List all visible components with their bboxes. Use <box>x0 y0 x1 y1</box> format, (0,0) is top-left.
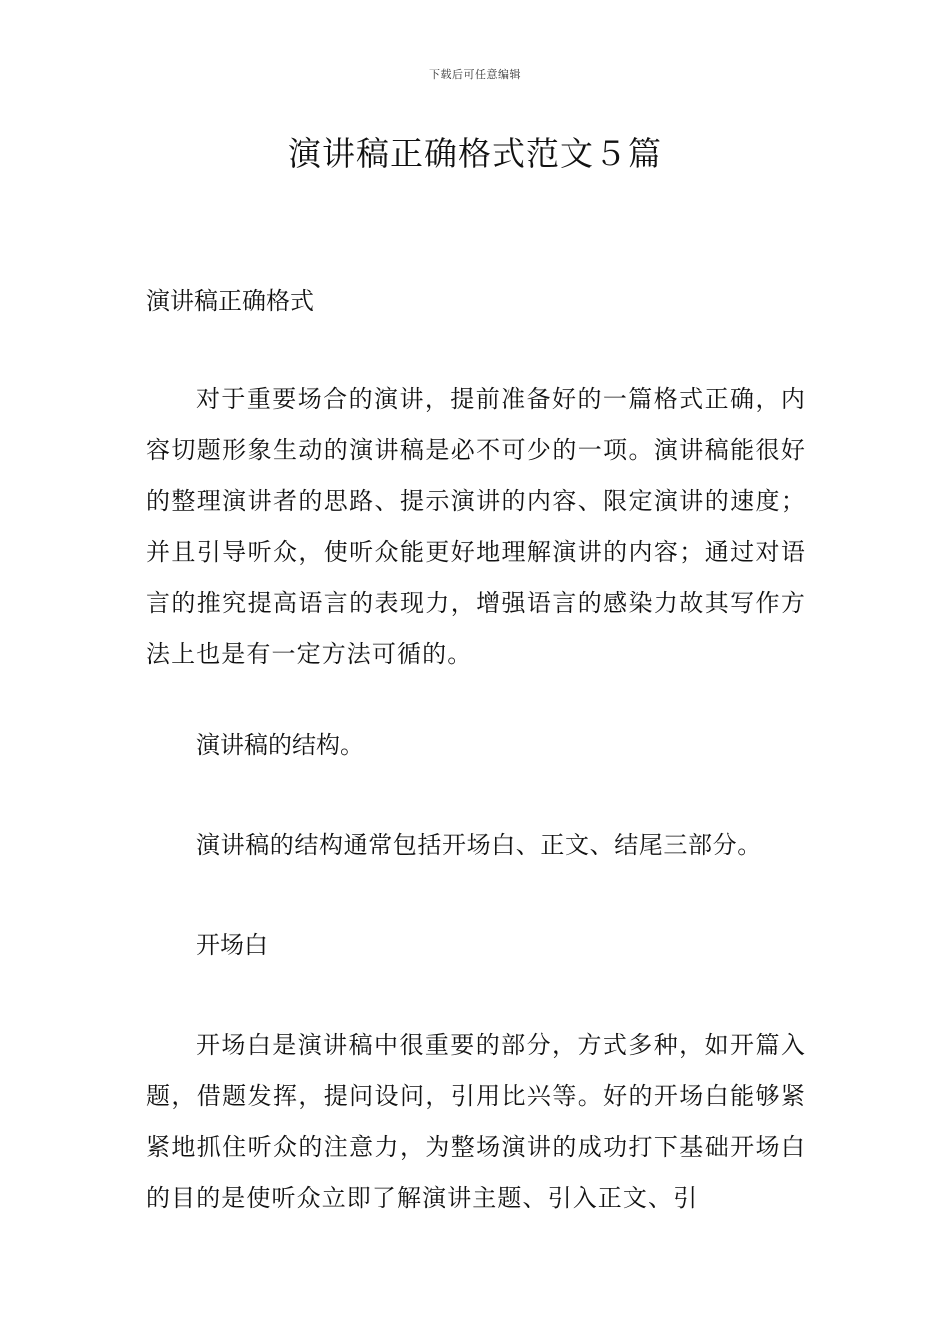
header-note: 下载后可任意编辑 <box>429 68 521 81</box>
paragraph-opening: 开场白是演讲稿中很重要的部分，方式多种，如开篇入题，借题发挥，提问设问，引用比兴等。好的开场白能够紧紧地抓住听众的注意力，为整场演讲的成功打下基础开场白的目的是使听众立即了解演讲主题、引入正文、引 <box>146 1031 806 1212</box>
paragraph-structure-heading: 演讲稿的结构。 <box>196 731 364 759</box>
paragraph-opening-heading: 开场白 <box>196 931 268 959</box>
paragraph-intro: 对于重要场合的演讲，提前准备好的一篇格式正确，内容切题形象生动的演讲稿是必不可少的一项。演讲稿能很好的整理演讲者的思路、提示演讲的内容、限定演讲的速度；并且引导听众，使听众能更好地理解演讲的内容；通过对语言的推究提高语言的表现力，增强语言的感染力故其写作方法上也是有一定方法可循的。 <box>146 385 806 668</box>
paragraph-structure: 演讲稿的结构通常包括开场白、正文、结尾三部分。 <box>196 831 762 859</box>
section-heading: 演讲稿正确格式 <box>146 287 314 315</box>
page-title: 演讲稿正确格式范文５篇 <box>288 134 662 173</box>
